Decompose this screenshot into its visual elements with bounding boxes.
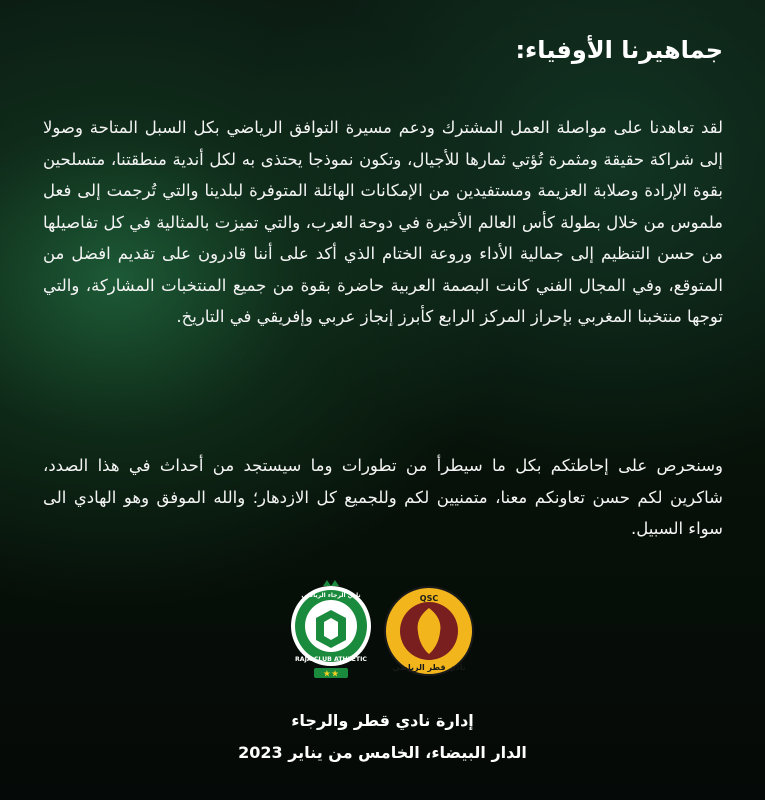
letter-signature bbox=[0, 705, 765, 769]
letter-paragraph-1: لقد تعاهدنا على مواصلة العمل المشترك ودعم مسيرة التوافق الرياضي بكل السبل المتاحة وصولا إلى شراكة حقيقة ومثمرة تُؤتي ثمارها للأجيال، وتكون نموذجا يحتذى به لكل أندية منطقتنا، متسلحين بقوة الإرادة وصلابة العزيمة ومستفيدين من الإمكانات الهائلة المتوفرة لبلدينا والتي تُرجمت إلى فعل ملموس من خلال بطولة كأس العالم الأخيرة في دوحة العرب، والتي تميزت بالمثالية في كل تفاصيلها من حسن التنظيم إلى جمالية الأداء وروعة الختام الذي أكد على أننا قادرون على تقديم افضل من المتوقع، وفي المجال الفني كانت البصمة العربية حاضرة بقوة من جميع المنتخبات المشاركة، والتي توجها منتخبنا المغربي بإحراز المركز الرابع كأبرز إنجاز عربي وإفريقي في التاريخ. bbox=[43, 118, 723, 326]
qatar-arabic-name: نادي قطر الرياضي bbox=[392, 663, 466, 672]
raja-english-name: RAJA CLUB ATHLETIC bbox=[295, 656, 367, 663]
raja-club-logo bbox=[286, 578, 376, 680]
letter-paragraph-2: وسنحرص على إحاطتكم بكل ما سيطرأ من تطورات وما سيستجد من أحداث في هذا الصدد، شاكرين لكم حسن تعاونكم معنا، متمنيين لكم وللجميع كل الازدهار؛ والله الموفق وهو الهادي الى سواء السبيل. bbox=[43, 456, 723, 538]
qatar-sc-logo bbox=[382, 584, 476, 678]
letter-heading: جماهيرنا الأوفياء: bbox=[515, 36, 723, 64]
club-logos bbox=[0, 578, 765, 688]
qatar-abbr: QSC bbox=[419, 594, 439, 603]
raja-crown-icon bbox=[323, 580, 339, 586]
signature-line-2: الدار البيضاء، الخامس من يناير 2023 bbox=[238, 743, 527, 762]
signature-line-1: إدارة نادي قطر والرجاء bbox=[291, 711, 474, 730]
raja-arabic-name: نادي الرجاء الرياضي bbox=[301, 592, 361, 599]
raja-stars-icon: ★★ bbox=[322, 669, 340, 680]
raja-shield-icon bbox=[324, 618, 338, 640]
